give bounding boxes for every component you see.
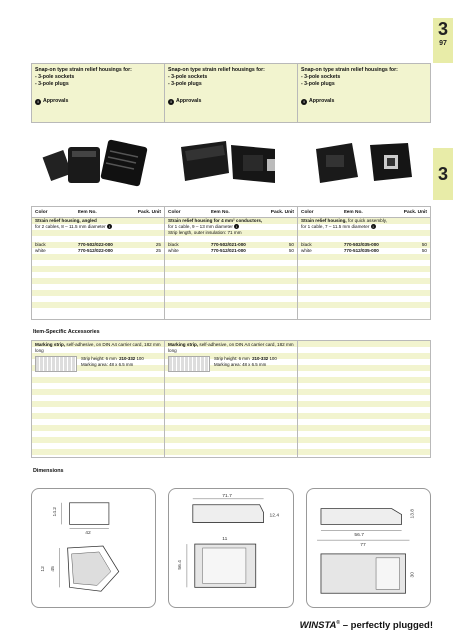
header-title: Snap-on type strain relief housings for: — [301, 67, 398, 73]
info-icon: i — [234, 224, 239, 229]
header-line: - 3-pole sockets — [35, 74, 75, 80]
table-header: Color Item No. Pack. Unit — [165, 207, 297, 218]
approvals-label: Approvals — [43, 98, 69, 104]
approvals-label: Approvals — [309, 98, 335, 104]
accessories-table — [31, 340, 431, 458]
marking-strip-image — [168, 356, 210, 372]
table-row: black 770-502/021-000 50 — [168, 242, 294, 247]
table-col-3 — [298, 207, 430, 319]
dimension-drawing-3 — [306, 488, 431, 608]
slogan: – perfectly plugged! — [340, 620, 433, 631]
product-photo-straight-housing — [164, 127, 297, 199]
item-description: Strain relief housing, for quick assembly, — [301, 218, 387, 223]
header-title: Snap-on type strain relief housings for: — [168, 67, 265, 73]
dim-label: 45 — [50, 566, 56, 572]
page-number: 97 — [439, 40, 447, 47]
approvals-label: Approvals — [176, 98, 202, 104]
approvals — [168, 98, 294, 105]
header-title: Snap-on type strain relief housings for: — [35, 67, 132, 73]
accessory-col-1 — [32, 341, 165, 457]
table-row: black 770-502/022-000 25 — [35, 242, 161, 247]
dim-label: 12 — [41, 566, 47, 572]
chapter-tab — [433, 18, 453, 63]
accessory-item — [32, 355, 164, 373]
table-header — [32, 207, 164, 218]
col-item: Item No. — [77, 210, 97, 215]
approvals — [301, 98, 427, 105]
header-line: - 3-pole plugs — [301, 81, 335, 87]
dimensions-title: Dimensions — [33, 468, 64, 474]
accessory-col-3 — [298, 341, 430, 457]
dim-label: 77 — [359, 543, 366, 549]
item-spec: for 1 cable, 7 – 11.5 mm diameter i — [298, 224, 430, 230]
item-description: Strain relief housing, angled — [35, 218, 97, 223]
info-icon: i — [301, 99, 307, 105]
table-body — [298, 218, 430, 314]
col-color: Color — [35, 210, 48, 215]
item-spec: for 1 cable, 9 – 13 mm diameter i — [165, 224, 297, 230]
table-row: black 770-502/035-000 50 — [301, 242, 427, 247]
table-col-2 — [165, 207, 298, 319]
footer-slogan — [300, 620, 433, 631]
info-icon: i — [168, 99, 174, 105]
item-description: Strain relief housing for 4 mm² conductors, — [168, 218, 263, 223]
dim-label: 71.7 — [222, 493, 233, 499]
chapter-number: 3 — [437, 19, 448, 39]
table-body — [32, 218, 164, 314]
approvals — [35, 98, 161, 105]
product-header-3 — [298, 64, 430, 122]
item-spec: Strip length, outer insulation: 71 mm — [168, 230, 242, 235]
product-header-2 — [165, 64, 298, 122]
product-photos — [31, 127, 431, 199]
header-line: - 3-pole sockets — [301, 74, 341, 80]
dim-label: 14.2 — [52, 506, 58, 517]
table-header: Color Item No. Pack. Unit — [298, 207, 430, 218]
dim-label: 30 — [410, 572, 416, 578]
info-icon: i — [371, 224, 376, 229]
dimension-drawing-1 — [31, 488, 156, 608]
accessory-item — [165, 355, 297, 373]
dim-label: 42 — [85, 531, 91, 537]
header-line: - 3-pole plugs — [168, 81, 202, 87]
dimension-drawing-2 — [168, 488, 293, 608]
product-photo-quick-housing — [298, 127, 431, 199]
header-line: - 3-pole sockets — [168, 74, 208, 80]
registered-mark: ® — [336, 619, 341, 626]
table-row: white 770-512/021-000 50 — [168, 248, 294, 253]
dim-label: 56.4 — [178, 560, 184, 570]
col-pack: Pack. Unit — [137, 210, 161, 215]
item-spec: for 2 cables, 8 – 11.5 mm diameter i — [32, 224, 164, 230]
accessories-title: Item-Specific Accessories — [33, 329, 100, 335]
table-row: white 770-512/035-000 50 — [301, 248, 427, 253]
accessory-label: Marking strip, self-adhesive, on DIN A4 carrier card, 182 mm long — [35, 342, 161, 353]
header-line: - 3-pole plugs — [35, 81, 69, 87]
table-row: white 770-512/022-000 25 — [35, 248, 161, 253]
marking-strip-image — [35, 356, 77, 372]
info-icon: i — [35, 99, 41, 105]
info-icon: i — [107, 224, 112, 229]
table-col-1 — [32, 207, 165, 319]
dimension-drawings — [31, 488, 431, 608]
product-header-1 — [32, 64, 165, 122]
product-photo-angled-housing — [31, 127, 164, 199]
dim-label: 56.7 — [354, 533, 364, 539]
accessory-values: Strip height: 6 mm 210-332 100 Marking area: 48 x 6.5 mm — [214, 356, 277, 367]
accessory-col-2 — [165, 341, 298, 457]
side-tab: 3 — [433, 148, 453, 200]
dim-label: 13.8 — [410, 508, 416, 519]
dim-label: 12.4 — [269, 513, 280, 519]
accessory-label: Marking strip, self-adhesive, on DIN A4 carrier card, 182 mm long — [168, 342, 294, 353]
table-body — [165, 218, 297, 314]
product-header-row — [31, 63, 431, 123]
accessory-values: Strip height: 6 mm 210-332 100 Marking area: 48 x 6.5 mm — [81, 356, 144, 367]
ordering-table — [31, 206, 431, 320]
brand-name: WINSTA — [299, 620, 337, 631]
dim-label: 11 — [222, 537, 228, 543]
